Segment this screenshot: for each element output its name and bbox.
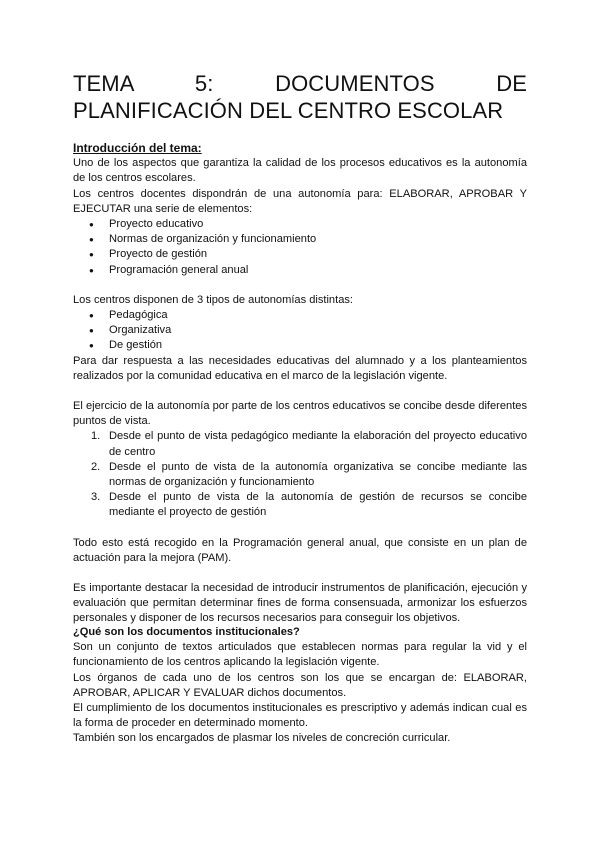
list-item: ● Proyecto educativo xyxy=(73,217,527,232)
institutional-paragraph-1: Son un conjunto de textos articulados que establecen normas para regular la vid y el funcionamiento de los centros aplicando la legislación vigente. xyxy=(73,641,527,669)
list-number: 2. xyxy=(91,460,101,473)
intro-paragraph-4: Para dar respuesta a las necesidades educativas del alumnado y a los planteamientos realizados por la comunidad educativa en el marco de la legislación vigente. xyxy=(73,354,527,382)
intro-paragraph-6: Todo esto está recogido en la Programación general anual, que consiste en un plan de actuación para la mejora (PAM). xyxy=(73,536,527,564)
intro-section xyxy=(73,141,527,627)
list-text: Desde el punto de vista de la autonomía de gestión de recursos se concibe mediante el proyecto de gestión xyxy=(109,491,527,519)
institutional-section xyxy=(73,625,527,747)
intro-paragraph-2: Los centros docentes dispondrán de una autonomía para: ELABORAR, APROBAR Y EJECUTAR una serie de elementos: xyxy=(73,187,527,215)
list-number: 3. xyxy=(91,491,101,504)
elements-list xyxy=(73,217,527,278)
list-item xyxy=(73,460,527,490)
institutional-paragraph-2: Los órganos de cada uno de los centros son los que se encargan de: ELABORAR, APROBAR, APLICAR Y EVALUAR dichos documentos. xyxy=(73,671,527,699)
list-item: ● Proyecto de gestión xyxy=(73,247,527,262)
page-title: TEMA 5: DOCUMENTOS DE PLANIFICACIÓN DEL CENTRO ESCOLAR xyxy=(73,71,527,123)
list-item: ● De gestión xyxy=(73,338,527,353)
list-item xyxy=(73,490,527,520)
intro-heading: Introducción del tema: xyxy=(73,141,202,155)
list-item: ● Pedagógica xyxy=(73,308,527,323)
intro-paragraph-5: El ejercicio de la autonomía por parte de los centros educativos se concibe desde diferentes puntos de vista. xyxy=(73,400,527,428)
viewpoints-list xyxy=(73,429,527,520)
institutional-paragraph-4: También son los encargados de plasmar los niveles de concreción curricular. xyxy=(73,732,451,745)
list-text: Desde el punto de vista pedagógico mediante la elaboración del proyecto educativo de centro xyxy=(109,430,527,458)
intro-paragraph-1: Uno de los aspectos que garantiza la calidad de los procesos educativos es la autonomía de los centros escolares. xyxy=(73,157,527,185)
institutional-paragraph-3: El cumplimiento de los documentos institucionales es prescriptivo y además indican cual es la forma de proceder en determinado momento. xyxy=(73,702,527,730)
list-item: ● Normas de organización y funcionamiento xyxy=(73,232,527,247)
intro-paragraph-3: Los centros disponen de 3 tipos de autonomías distintas: xyxy=(73,293,353,306)
intro-paragraph-7: Es importante destacar la necesidad de introducir instrumentos de planificación, ejecución y evaluación que permitan determinar fines de forma consensuada, armonizar los esfuerzos personales y disponer de los recursos necesarios para conseguir los objetivos. xyxy=(73,582,527,625)
list-item xyxy=(73,429,527,459)
list-item: ● Organizativa xyxy=(73,323,527,338)
list-item: ● Programación general anual xyxy=(73,263,527,278)
list-text: Desde el punto de vista de la autonomía organizativa se concibe mediante las normas de organización y funcionamiento xyxy=(109,460,527,489)
institutional-heading: ¿Qué son los documentos institucionales? xyxy=(73,626,300,638)
list-number: 1. xyxy=(91,430,101,443)
autonomy-types-list xyxy=(73,308,527,354)
